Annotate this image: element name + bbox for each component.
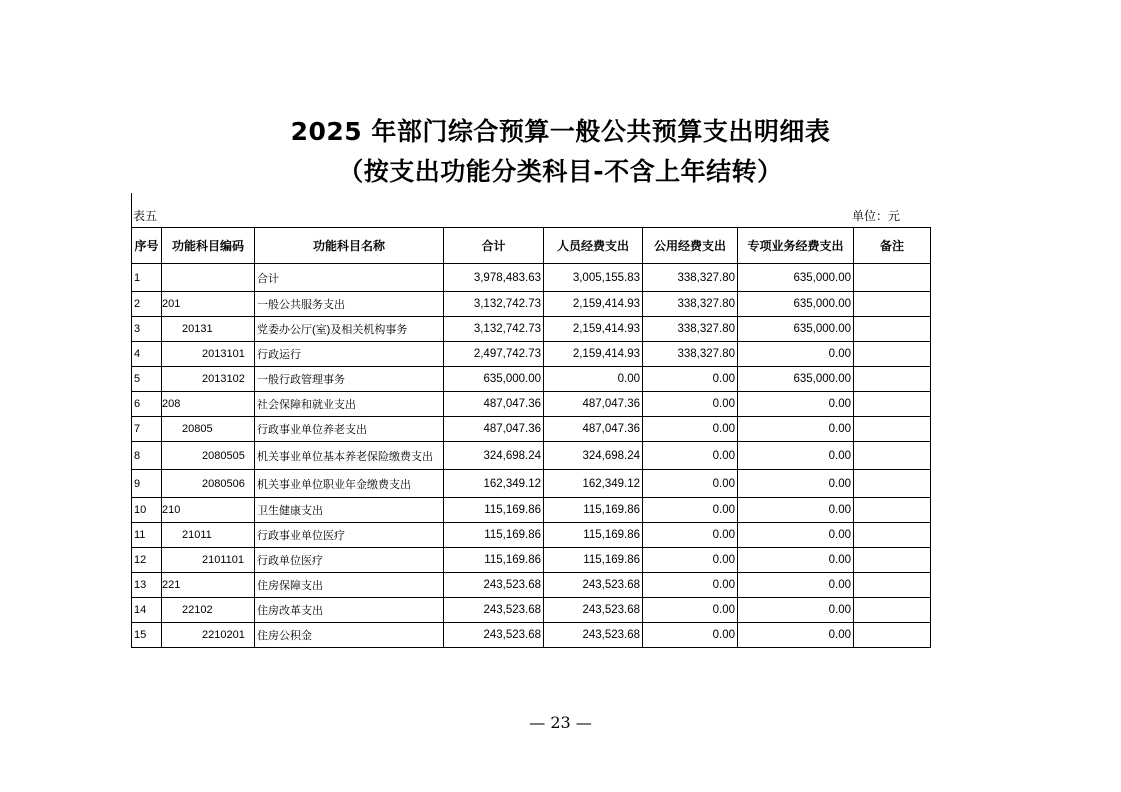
table-row	[132, 523, 931, 548]
table-row	[132, 264, 931, 292]
public-cell: 338,327.80	[643, 292, 738, 317]
header-seq: 序号	[132, 228, 162, 264]
public-cell: 0.00	[643, 623, 738, 648]
personnel-cell: 115,169.86	[544, 548, 643, 573]
public-cell: 338,327.80	[643, 317, 738, 342]
header-special: 专项业务经费支出	[738, 228, 854, 264]
public-cell: 0.00	[643, 392, 738, 417]
code-cell: 2013102	[162, 367, 255, 392]
personnel-cell: 324,698.24	[544, 442, 643, 470]
code-cell: 221	[162, 573, 255, 598]
name-cell: 机关事业单位基本养老保险缴费支出	[255, 442, 444, 470]
seq-cell: 13	[132, 573, 162, 598]
name-cell: 卫生健康支出	[255, 498, 444, 523]
document-title: 2025 年部门综合预算一般公共预算支出明细表	[290, 117, 831, 146]
table-row	[132, 498, 931, 523]
note-cell	[854, 470, 931, 498]
table-row	[132, 470, 931, 498]
personnel-cell: 0.00	[544, 367, 643, 392]
personnel-cell: 162,349.12	[544, 470, 643, 498]
table-row	[132, 442, 931, 470]
code-cell: 208	[162, 392, 255, 417]
expenditure-table	[131, 227, 931, 648]
personnel-cell: 3,005,155.83	[544, 264, 643, 292]
public-cell: 0.00	[643, 498, 738, 523]
special-cell: 0.00	[738, 498, 854, 523]
header-note: 备注	[854, 228, 931, 264]
special-cell: 0.00	[738, 392, 854, 417]
table-header-row	[132, 228, 931, 264]
personnel-cell: 2,159,414.93	[544, 317, 643, 342]
header-code: 功能科目编码	[162, 228, 255, 264]
code-cell: 2013101	[162, 342, 255, 367]
public-cell: 0.00	[643, 523, 738, 548]
note-cell	[854, 417, 931, 442]
special-cell: 635,000.00	[738, 292, 854, 317]
special-cell: 0.00	[738, 470, 854, 498]
total-cell: 3,978,483.63	[444, 264, 544, 292]
special-cell: 635,000.00	[738, 317, 854, 342]
note-cell	[854, 573, 931, 598]
table-row	[132, 367, 931, 392]
total-cell: 635,000.00	[444, 367, 544, 392]
code-cell: 2101101	[162, 548, 255, 573]
seq-cell: 5	[132, 367, 162, 392]
name-cell: 一般行政管理事务	[255, 367, 444, 392]
seq-cell: 6	[132, 392, 162, 417]
table-row	[132, 573, 931, 598]
header-name: 功能科目名称	[255, 228, 444, 264]
special-cell: 0.00	[738, 417, 854, 442]
name-cell: 一般公共服务支出	[255, 292, 444, 317]
public-cell: 0.00	[643, 598, 738, 623]
header-public: 公用经费支出	[643, 228, 738, 264]
page-number: — 23 —	[529, 713, 592, 732]
seq-cell: 1	[132, 264, 162, 292]
note-cell	[854, 342, 931, 367]
name-cell: 合计	[255, 264, 444, 292]
public-cell: 0.00	[643, 573, 738, 598]
public-cell: 0.00	[643, 442, 738, 470]
code-cell: 2080505	[162, 442, 255, 470]
total-cell: 487,047.36	[444, 417, 544, 442]
public-cell: 338,327.80	[643, 342, 738, 367]
public-cell: 338,327.80	[643, 264, 738, 292]
table-id-label: 表五	[133, 209, 158, 223]
note-cell	[854, 392, 931, 417]
special-cell: 0.00	[738, 523, 854, 548]
special-cell: 635,000.00	[738, 367, 854, 392]
table-row	[132, 317, 931, 342]
total-cell: 487,047.36	[444, 392, 544, 417]
name-cell: 住房改革支出	[255, 598, 444, 623]
name-cell: 行政运行	[255, 342, 444, 367]
code-cell: 22102	[162, 598, 255, 623]
note-cell	[854, 498, 931, 523]
total-cell: 115,169.86	[444, 548, 544, 573]
special-cell: 0.00	[738, 573, 854, 598]
total-cell: 243,523.68	[444, 573, 544, 598]
seq-cell: 9	[132, 470, 162, 498]
note-cell	[854, 292, 931, 317]
total-cell: 3,132,742.73	[444, 292, 544, 317]
code-cell: 20131	[162, 317, 255, 342]
unit-label: 单位：元	[852, 209, 901, 223]
code-cell: 2210201	[162, 623, 255, 648]
name-cell: 住房保障支出	[255, 573, 444, 598]
table-row	[132, 598, 931, 623]
special-cell: 0.00	[738, 598, 854, 623]
note-cell	[854, 623, 931, 648]
code-cell	[162, 264, 255, 292]
note-cell	[854, 367, 931, 392]
note-cell	[854, 523, 931, 548]
personnel-cell: 115,169.86	[544, 498, 643, 523]
table-row	[132, 417, 931, 442]
note-cell	[854, 317, 931, 342]
seq-cell: 14	[132, 598, 162, 623]
table-row	[132, 392, 931, 417]
header-total: 合计	[444, 228, 544, 264]
total-cell: 2,497,742.73	[444, 342, 544, 367]
public-cell: 0.00	[643, 548, 738, 573]
total-cell: 243,523.68	[444, 623, 544, 648]
total-cell: 162,349.12	[444, 470, 544, 498]
total-cell: 115,169.86	[444, 523, 544, 548]
special-cell: 0.00	[738, 342, 854, 367]
personnel-cell: 243,523.68	[544, 573, 643, 598]
special-cell: 0.00	[738, 442, 854, 470]
seq-cell: 11	[132, 523, 162, 548]
personnel-cell: 487,047.36	[544, 392, 643, 417]
header-personnel: 人员经费支出	[544, 228, 643, 264]
table-row	[132, 342, 931, 367]
note-cell	[854, 264, 931, 292]
special-cell: 0.00	[738, 548, 854, 573]
special-cell: 0.00	[738, 623, 854, 648]
margin-line	[131, 193, 132, 229]
special-cell: 635,000.00	[738, 264, 854, 292]
code-cell: 21011	[162, 523, 255, 548]
seq-cell: 2	[132, 292, 162, 317]
public-cell: 0.00	[643, 417, 738, 442]
personnel-cell: 2,159,414.93	[544, 292, 643, 317]
seq-cell: 4	[132, 342, 162, 367]
name-cell: 住房公积金	[255, 623, 444, 648]
table-row	[132, 548, 931, 573]
table-row	[132, 292, 931, 317]
total-cell: 243,523.68	[444, 598, 544, 623]
table-row	[132, 623, 931, 648]
seq-cell: 10	[132, 498, 162, 523]
code-cell: 201	[162, 292, 255, 317]
seq-cell: 12	[132, 548, 162, 573]
name-cell: 机关事业单位职业年金缴费支出	[255, 470, 444, 498]
public-cell: 0.00	[643, 470, 738, 498]
seq-cell: 7	[132, 417, 162, 442]
code-cell: 20805	[162, 417, 255, 442]
name-cell: 行政单位医疗	[255, 548, 444, 573]
personnel-cell: 243,523.68	[544, 623, 643, 648]
personnel-cell: 487,047.36	[544, 417, 643, 442]
code-cell: 210	[162, 498, 255, 523]
personnel-cell: 243,523.68	[544, 598, 643, 623]
personnel-cell: 2,159,414.93	[544, 342, 643, 367]
personnel-cell: 115,169.86	[544, 523, 643, 548]
note-cell	[854, 548, 931, 573]
total-cell: 115,169.86	[444, 498, 544, 523]
note-cell	[854, 598, 931, 623]
name-cell: 社会保障和就业支出	[255, 392, 444, 417]
total-cell: 324,698.24	[444, 442, 544, 470]
name-cell: 行政事业单位医疗	[255, 523, 444, 548]
total-cell: 3,132,742.73	[444, 317, 544, 342]
seq-cell: 15	[132, 623, 162, 648]
note-cell	[854, 442, 931, 470]
code-cell: 2080506	[162, 470, 255, 498]
public-cell: 0.00	[643, 367, 738, 392]
name-cell: 行政事业单位养老支出	[255, 417, 444, 442]
name-cell: 党委办公厅(室)及相关机构事务	[255, 317, 444, 342]
document-subtitle: （按支出功能分类科目-不含上年结转）	[338, 157, 783, 186]
seq-cell: 8	[132, 442, 162, 470]
seq-cell: 3	[132, 317, 162, 342]
